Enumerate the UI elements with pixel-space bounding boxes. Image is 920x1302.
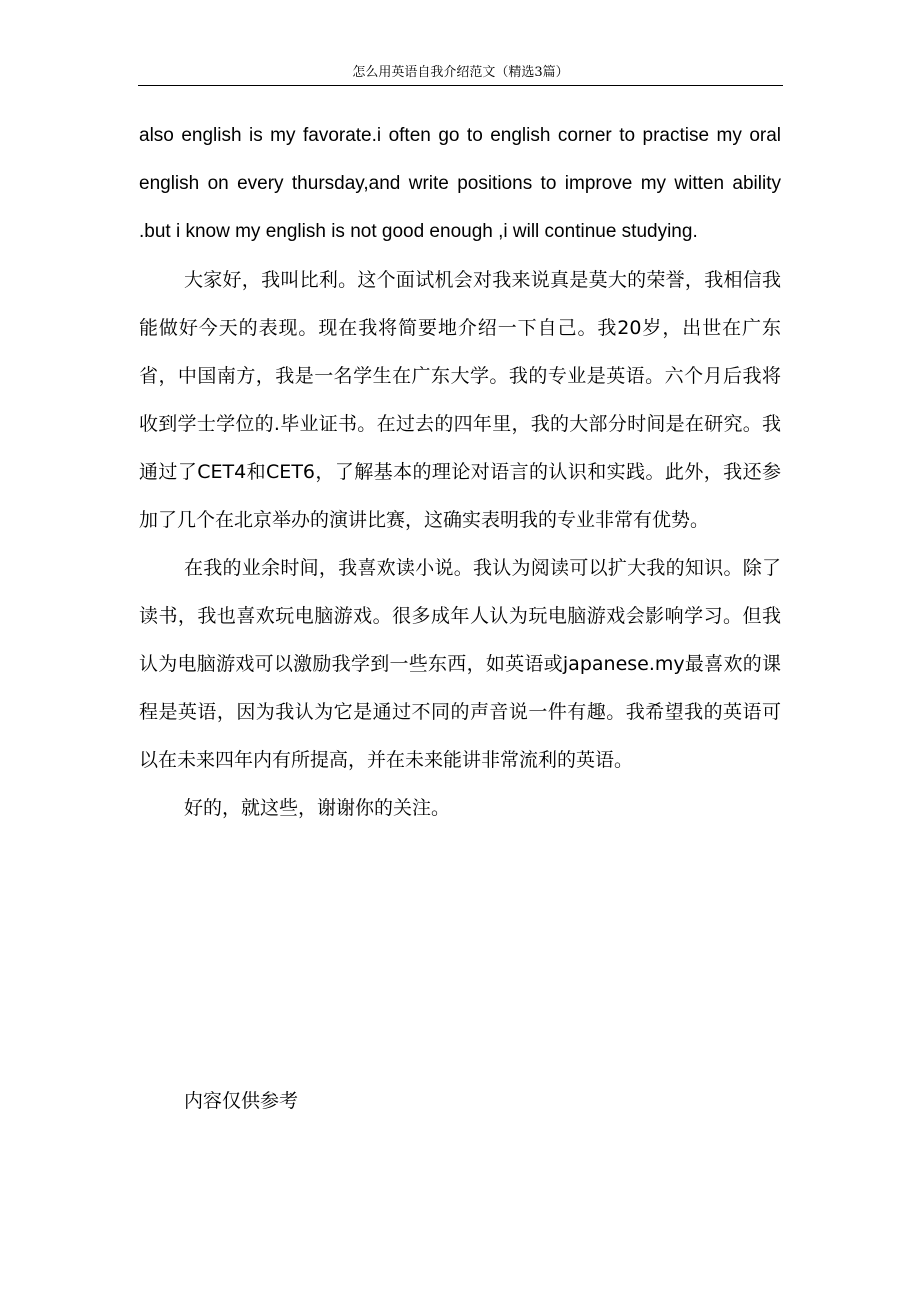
paragraph-closing: 好的，就这些，谢谢你的关注。 [184,797,451,819]
header-divider [138,85,783,86]
document-body [139,112,781,832]
paragraph-hobbies: 在我的业余时间，我喜欢读小说。我认为阅读可以扩大我的知识。除了读书，我也喜欢玩电脑游戏。很多成年人认为玩电脑游戏会影响学习。但我认为电脑游戏可以激励我学到一些东西，如英语或japanese.my最喜欢的课程是英语，因为我认为它是通过不同的声音说一件有趣。我希望我的英语可以在未来四年内有所提高，并在未来能讲非常流利的英语。 [139,557,781,771]
footer-note: 内容仅供参考 [184,1090,299,1112]
paragraph-english: also english is my favorate.i often go to english corner to practise my oral english on every thursday,and write positions to improve my witten ability .but i know my english is not good enough ,i will continue studying. [139,125,781,242]
page-header-title: 怎么用英语自我介绍范文（精选3篇） [352,65,569,80]
paragraph-self-intro: 大家好，我叫比利。这个面试机会对我来说真是莫大的荣誉，我相信我能做好今天的表现。现在我将简要地介绍一下自己。我20岁，出世在广东省，中国南方，我是一名学生在广东大学。我的专业是英语。六个月后我将收到学士学位的.毕业证书。在过去的四年里，我的大部分时间是在研究。我通过了CET4和CET6，了解基本的理论对语言的认识和实践。此外，我还参加了几个在北京举办的演讲比赛，这确实表明我的专业非常有优势。 [139,269,781,531]
